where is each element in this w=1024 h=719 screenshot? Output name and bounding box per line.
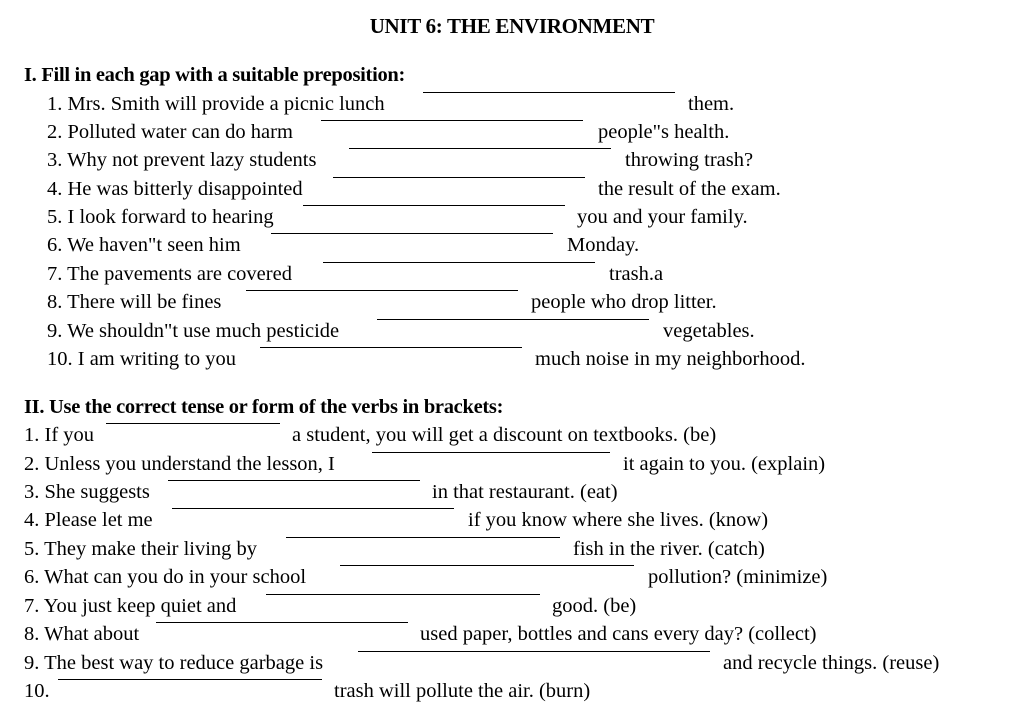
answer-blank[interactable] bbox=[321, 120, 583, 121]
item-text-before: 8. What about bbox=[24, 623, 140, 645]
item-text-before: 1. Mrs. Smith will provide a picnic lunch bbox=[47, 93, 385, 115]
answer-blank[interactable] bbox=[372, 452, 610, 453]
item-text-after: if you know where she lives. (know) bbox=[468, 509, 769, 531]
item-text-before: 5. They make their living by bbox=[24, 538, 258, 560]
item-text-before: 4. Please let me bbox=[24, 509, 153, 531]
answer-blank[interactable] bbox=[340, 565, 634, 566]
item-text-before: 9. We shouldn"t use much pesticide bbox=[47, 320, 340, 342]
answer-blank[interactable] bbox=[303, 205, 565, 206]
answer-blank[interactable] bbox=[323, 262, 595, 263]
answer-blank[interactable] bbox=[246, 290, 518, 291]
item-text-after: in that restaurant. (eat) bbox=[432, 481, 618, 503]
answer-blank[interactable] bbox=[106, 423, 280, 424]
item-text-before: 4. He was bitterly disappointed bbox=[47, 178, 303, 200]
item-text-before: 10. bbox=[24, 680, 50, 702]
item-text-after: pollution? (minimize) bbox=[648, 566, 828, 588]
item-text-after: people who drop litter. bbox=[531, 291, 717, 313]
answer-blank[interactable] bbox=[358, 651, 710, 652]
item-text-before: 2. Polluted water can do harm bbox=[47, 121, 293, 143]
answer-blank[interactable] bbox=[286, 537, 560, 538]
page-title: UNIT 6: THE ENVIRONMENT bbox=[369, 14, 655, 38]
item-text-after: trash will pollute the air. (burn) bbox=[334, 680, 591, 702]
answer-blank[interactable] bbox=[260, 347, 522, 348]
item-text-before: 3. She suggests bbox=[24, 481, 150, 503]
item-text-before: 9. The best way to reduce garbage is bbox=[24, 652, 324, 674]
item-text-after: and recycle things. (reuse) bbox=[723, 652, 940, 674]
item-text-after: the result of the exam. bbox=[598, 178, 781, 200]
item-text-after: vegetables. bbox=[663, 320, 755, 342]
item-text-after: throwing trash? bbox=[625, 149, 754, 171]
item-text-before: 5. I look forward to hearing bbox=[47, 206, 274, 228]
item-text-after: it again to you. (explain) bbox=[623, 453, 826, 475]
section-2-heading: II. Use the correct tense or form of the verbs in brackets: bbox=[24, 396, 504, 418]
answer-blank[interactable] bbox=[156, 622, 408, 623]
answer-blank[interactable] bbox=[168, 480, 420, 481]
answer-blank[interactable] bbox=[333, 177, 585, 178]
item-text-after: you and your family. bbox=[577, 206, 748, 228]
answer-blank[interactable] bbox=[349, 148, 611, 149]
item-text-before: 6. What can you do in your school bbox=[24, 566, 307, 588]
item-text-before: 7. You just keep quiet and bbox=[24, 595, 237, 617]
item-text-before: 7. The pavements are covered bbox=[47, 263, 292, 285]
item-text-before: 10. I am writing to you bbox=[47, 348, 237, 370]
item-text-after: them. bbox=[688, 93, 735, 115]
item-text-after: good. (be) bbox=[552, 595, 637, 617]
item-text-before: 1. If you bbox=[24, 424, 95, 446]
item-text-after: Monday. bbox=[567, 234, 640, 256]
answer-blank[interactable] bbox=[271, 233, 553, 234]
item-text-after: fish in the river. (catch) bbox=[573, 538, 765, 560]
answer-blank[interactable] bbox=[266, 594, 540, 595]
answer-blank[interactable] bbox=[377, 319, 649, 320]
item-text-before: 2. Unless you understand the lesson, I bbox=[24, 453, 335, 475]
answer-blank[interactable] bbox=[58, 679, 322, 680]
item-text-before: 6. We haven"t seen him bbox=[47, 234, 241, 256]
item-text-after: a student, you will get a discount on textbooks. (be) bbox=[292, 424, 717, 446]
item-text-before: 8. There will be fines bbox=[47, 291, 222, 313]
section-1-heading: I. Fill in each gap with a suitable preposition: bbox=[24, 64, 406, 86]
answer-blank[interactable] bbox=[172, 508, 454, 509]
item-text-before: 3. Why not prevent lazy students bbox=[47, 149, 317, 171]
answer-blank[interactable] bbox=[423, 92, 675, 93]
item-text-after: used paper, bottles and cans every day? (collect) bbox=[420, 623, 817, 645]
item-text-after: much noise in my neighborhood. bbox=[535, 348, 806, 370]
item-text-after: people"s health. bbox=[598, 121, 730, 143]
item-text-after: trash.a bbox=[609, 263, 664, 285]
